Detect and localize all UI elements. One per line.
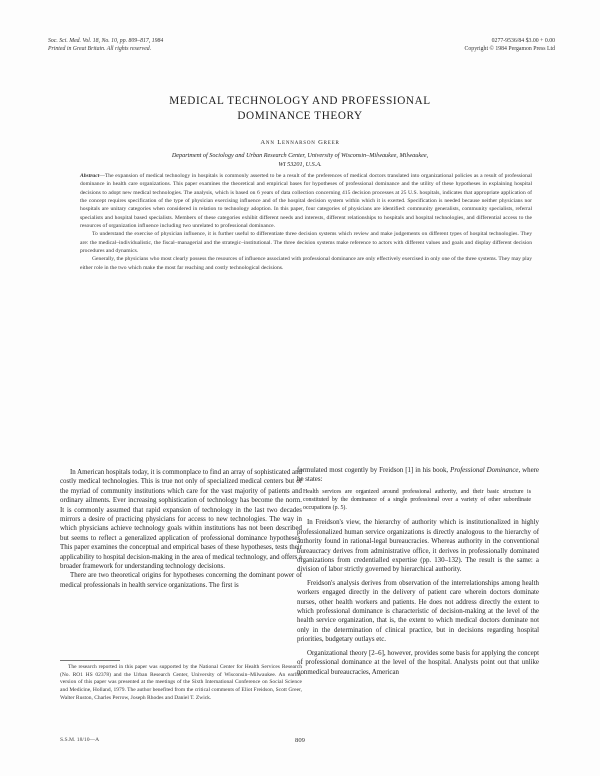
abstract-text-1: —The expansion of medical technology in hospitals is commonly asserted to be a result of the preferences of medical doctors translated into organizational policies as a result of professional dominance in health care organizations. This paper examines the theoretical and empirical bases for hypotheses of professional dominance and the utility of these hypotheses in explaining hospital decisions to adopt new medical technologies. The analysis, which is based on 6 years of data collection concerning 415 decision processes at 25 U.S. hospitals, indicates that appropriate application of the concept requires specification of the type of physician exercising influence and of the hospital decision system within which it is exerted. Specification is needed because neither physicians nor hospitals are unitary categories when considered in relation to technology adoption. In this paper, four categories of physicians are identified: community generalists, community specialists, referral specialists and hospital based specialists. Members of these categories exhibit different needs and interests, different relationships to hospitals and hospital technologies, and differential access to the resources of organization influence including two unrelated to professional dominance. bbox=[80, 173, 532, 230]
author-name: Ann Lennarson Greer bbox=[260, 139, 340, 146]
author-affiliation bbox=[80, 152, 520, 170]
abstract-paragraph-3: Generally, the physicians who most clearly possess the resources of influence associated with professional dominance are only effectively exercised in only one of the three systems. They may play either role in the two which make the most far reaching and costly technological decisions. bbox=[80, 256, 532, 271]
abstract bbox=[80, 172, 532, 272]
text-run: formulated most cogently by Freidson [1] in his book, bbox=[297, 467, 451, 474]
journal-reference: Soc. Sci. Med. Vol. 18, No. 10, pp. 809–817, 1984 bbox=[48, 38, 164, 44]
body-paragraph bbox=[297, 466, 539, 485]
signature-mark: S.S.M. 18/10—A bbox=[60, 737, 100, 743]
copyright-notice: Copyright © 1984 Pergamon Press Ltd bbox=[464, 45, 555, 52]
text-run: , where he states: bbox=[297, 467, 539, 484]
body-paragraph: There are two theoretical origins for hypotheses concerning the dominant power of medical professionals in health service organizations. The first is bbox=[60, 572, 302, 589]
footnote-divider bbox=[60, 660, 120, 661]
affiliation-line-1: Department of Sociology and Urban Research Center, University of Wisconsin–Milwaukee, Milwaukee, bbox=[171, 152, 429, 159]
copyright-block bbox=[315, 38, 555, 53]
paper-title-line-1: MEDICAL TECHNOLOGY AND PROFESSIONAL bbox=[169, 95, 431, 107]
body-paragraph: In Freidson's view, the hierarchy of authority which is institutionalized in highly professionalized human service organizations is directly analogous to the hierarchy of authority found in rational-legal bureaucracies. Whereas authority in the conventional bureaucracy derives from administrative office, it derives in professionally dominated organizations from credentialled expertise (pp. 130–132). The result is the same: a division of labor strictly governed by hierarchical authority. bbox=[297, 519, 539, 574]
printed-notice: Printed in Great Britain. All rights reserved. bbox=[48, 45, 152, 52]
abstract-paragraph-1 bbox=[80, 172, 532, 230]
body-paragraph: Organizational theory [2–6], however, provides some basis for applying the concept of professional dominance at the level of the hospital. Analysts point out that unlike nonmedical bureaucracies, American bbox=[297, 649, 539, 676]
issn-price: 0277-9536/84 $3.00 + 0.00 bbox=[491, 38, 555, 44]
body-column-right bbox=[297, 466, 539, 677]
body-paragraph: In American hospitals today, it is commonplace to find an array of sophisticated and costly medical technologies. This is true not only of specialized medical centers but of the myriad of community institutions which care for the vast majority of patients and ordinary ailments. Ever increasing sophistication of technology has become the norm. It is commonly assumed that rapid expansion of technology in the last two decades mirrors a desire of practicing physicians for access to new technologies. The way in which physicians achieve technology goals within institutions has not been described but seems to reflect a generalized application of professional dominance hypotheses. This paper examines the conceptual and empirical bases of these hypotheses, tests their applicability to hospital decision-making in the area of medical technology, and offers a broader framework for understanding technology decisions. bbox=[60, 469, 302, 571]
page-number: 809 bbox=[295, 737, 305, 744]
abstract-paragraph-2: To understand the exercise of physician influence, it is further useful to differentiate three decision systems which review and make judgements on different types of hospital technologies. They are: the medical–individualistic, the fiscal–managerial and the strategic–institutional. The three decision systems make reference to actors with different values and goals and display different decision procedures and dynamics. bbox=[80, 231, 532, 255]
book-title: Professional Dominance bbox=[450, 467, 519, 474]
block-quote: Health services are organized around professional authority, and their basic structure is constituted by the dominance of a single professional over a variety of other subordinate occupations (p. 5). bbox=[303, 488, 531, 512]
paper-title-line-2: DOMINANCE THEORY bbox=[237, 110, 363, 122]
affiliation-line-2: WI 53201, U.S.A. bbox=[278, 160, 322, 168]
footnote bbox=[60, 664, 302, 703]
body-column-left bbox=[60, 468, 302, 590]
footnote-text: The research reported in this paper was supported by the National Center for Health Services Research (No. RO1 HS 02378) and the Urban Research Center, University of Wisconsin–Milwaukee. An earlier version of this paper was presented at the meetings of the Sixth International Conference on Social Science and Medicine, Holland, 1979. The author benefited from the critical comments of Eliot Freidson, Scott Greer, Walter Ruston, Charles Perrow, Joseph Rhodes and Daniel T. Zwick. bbox=[60, 664, 302, 701]
abstract-label: Abstract bbox=[80, 173, 100, 179]
journal-citation bbox=[48, 38, 328, 53]
body-paragraph: Freidson's analysis derives from observation of the interrelationships among health workers engaged directly in the delivery of patient care wherein doctors dominate nurses, other health workers and patients. He does not address directly the extent to which professional dominance is characteristic of decision-making at the level of the health service organization, that is, the extent to which medical doctors dominate not only in the determination of clinical practice, but in decisions regarding hospital priorities, budgetary outlays etc. bbox=[297, 579, 539, 644]
